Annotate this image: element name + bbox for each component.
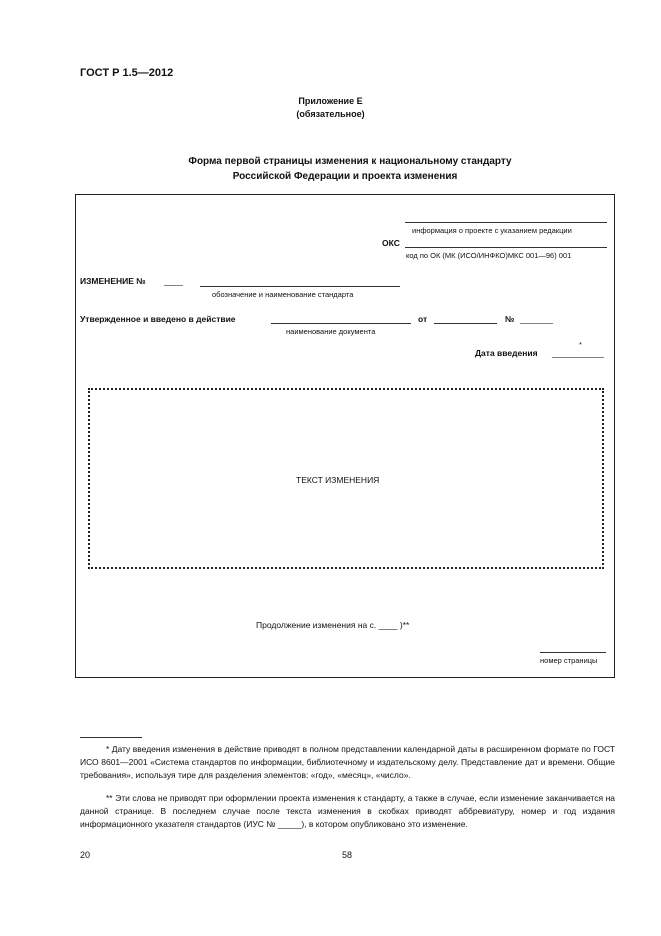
change-label: ИЗМЕНЕНИЕ № <box>80 276 146 286</box>
form-title-line2: Российской Федерации и проекта изменения <box>232 171 458 182</box>
page-number-caption: номер страницы <box>540 656 598 665</box>
project-info-caption: информация о проекте с указанием редакции <box>412 226 572 235</box>
document-caption: наименование документа <box>286 327 376 336</box>
page-number-line <box>540 652 606 653</box>
project-info-line <box>405 222 607 223</box>
continuation-prefix: Продолжение изменения на с. <box>256 620 377 630</box>
annex-title: Приложение Е <box>298 96 363 106</box>
intro-date-mark: * <box>579 340 582 349</box>
intro-date-label: Дата введения <box>475 348 538 358</box>
page-number-left: 20 <box>80 850 91 860</box>
oks-label: ОКС <box>382 238 400 248</box>
annex-status: (обязательное) <box>296 109 365 119</box>
from-label: от <box>418 314 428 324</box>
standard-line <box>200 286 400 287</box>
change-number-blank: ____ <box>164 276 183 286</box>
footnote-2: ** Эти слова не приводят при оформлении проекта изменения к стандарту, а также в случае, если изменение заканчивается на данной странице. В последнем случае после текста изменения в скобках приводят аббревиатуру, номер и год издания информационного указателя стандартов (ИУС № _____), в котором опубликовано это изменение. <box>80 793 615 829</box>
document-line <box>271 323 411 324</box>
continuation-suffix: )** <box>399 620 410 630</box>
standard-header: ГОСТ Р 1.5—2012 <box>80 67 174 79</box>
number-label: № <box>505 314 515 324</box>
oks-caption: код по ОК (МК (ИСО/ИНФКО)МКС 001—96) 001 <box>406 251 572 260</box>
change-text: ТЕКСТ ИЗМЕНЕНИЯ <box>296 475 380 485</box>
number-blank: _______ <box>520 314 554 324</box>
standard-caption: обозначение и наименование стандарта <box>212 290 354 299</box>
oks-line <box>405 247 607 248</box>
continuation-line <box>256 620 409 630</box>
page-number-center: 58 <box>342 850 353 860</box>
continuation-blank: ____ <box>378 620 398 630</box>
date-line <box>434 323 497 324</box>
form-title-line1: Форма первой страницы изменения к национальному стандарту <box>188 156 512 167</box>
approved-label: Утвержденное и введено в действие <box>80 314 236 324</box>
footnote-1: * Дату введения изменения в действие приводят в полном представлении календарной даты в расширенном формате по ГОСТ ИСО 8601—2001 «Система стандартов по информации, библиотечному и издательскому делу. Представление дат и времени. Общие требования», используя тире для разделения элементов: «год», «месяц», «число». <box>80 744 615 780</box>
intro-date-blank: ___________ <box>552 348 605 358</box>
footnote-separator <box>80 737 142 738</box>
